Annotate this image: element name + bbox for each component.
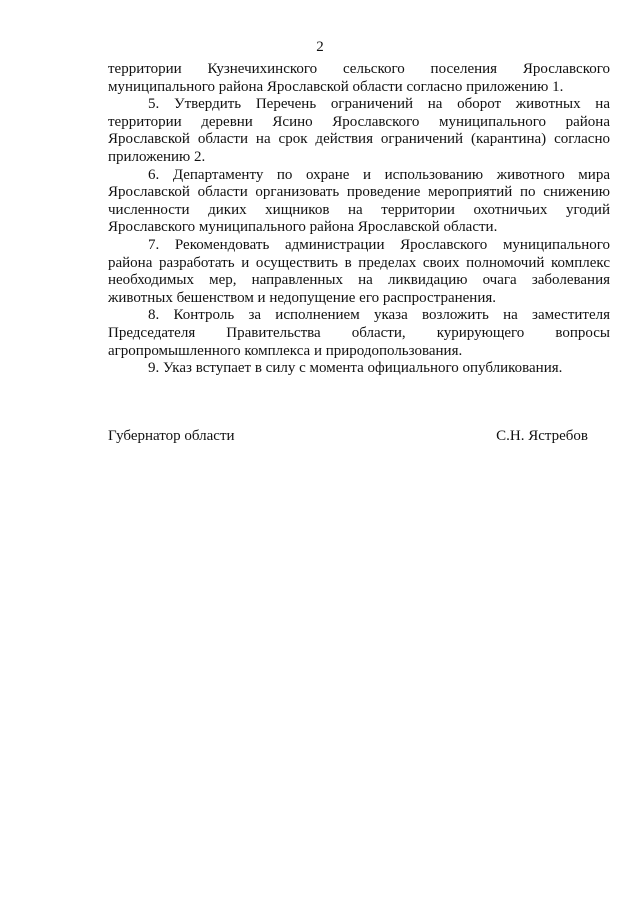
paragraph-item-8: 8. Контроль за исполнением указа возложить на заместителя Председателя Правительства области, курирующего вопросы агропромышленного комплекса и природопользования. bbox=[108, 307, 610, 359]
document-body bbox=[108, 61, 610, 378]
signatory-title: Губернатор области bbox=[108, 428, 235, 444]
signature-block bbox=[108, 427, 588, 445]
page-number: 2 bbox=[316, 39, 324, 55]
paragraph-item-5: 5. Утвердить Перечень ограничений на оборот животных на территории деревни Ясино Ярославского муниципального района Ярославской области на срок действия ограничений (карантина) согласно приложению 2. bbox=[108, 96, 610, 165]
paragraph-item-9: 9. Указ вступает в силу с момента официального опубликования. bbox=[148, 360, 563, 377]
paragraph-item-6: 6. Департаменту по охране и использованию животного мира Ярославской области организовать проведение мероприятий по снижению численности диких хищников на территории охотничьих угодий Ярославского муниципального района Ярославской области. bbox=[108, 166, 610, 236]
paragraph-continuation: территории Кузнечихинского сельского поселения Ярославского муниципального района Ярославской области согласно приложению 1. bbox=[108, 61, 610, 95]
signatory-name: С.Н. Ястребов bbox=[496, 428, 588, 444]
paragraph-item-7: 7. Рекомендовать администрации Ярославского муниципального района разработать и осуществить в пределах своих полномочий комплекс необходимых мер, направленных на ликвидацию очага заболевания животных бешенством и недопущение его распространения. bbox=[108, 236, 610, 306]
